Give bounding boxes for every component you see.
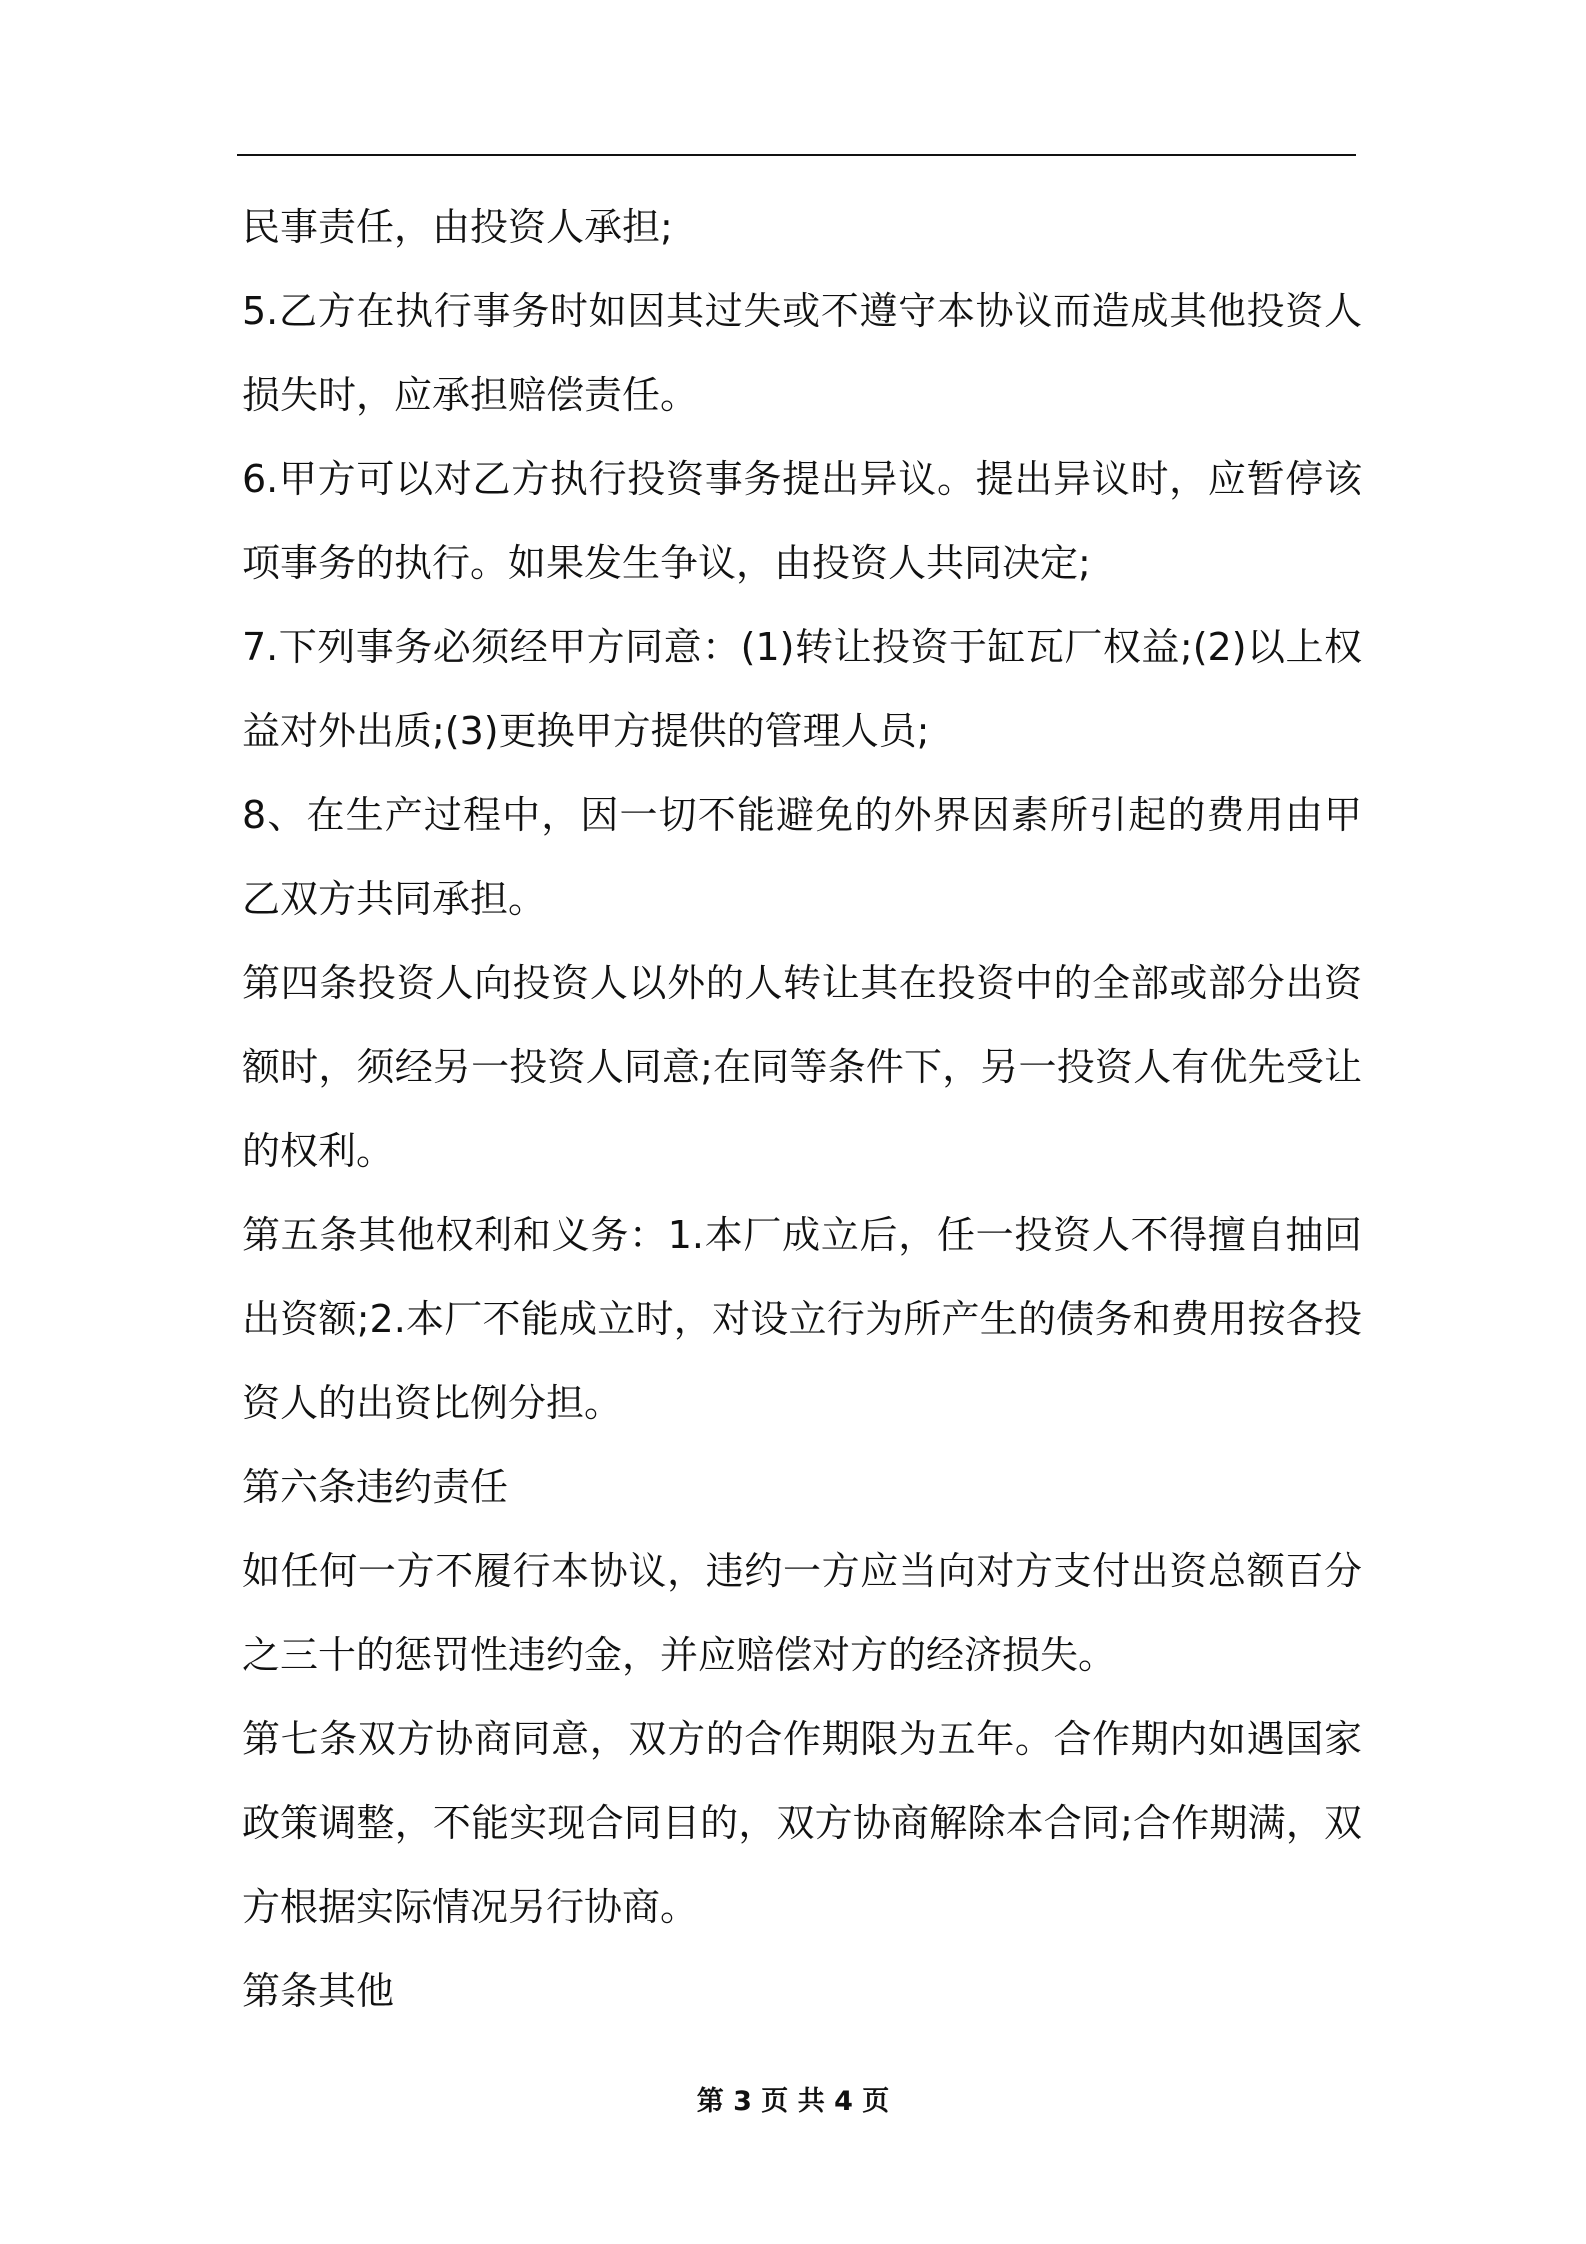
paragraph-1: 民事责任，由投资人承担; [242,205,673,249]
paragraph-8: 第六条违约责任 [242,1465,509,1509]
page-number-footer: 第 3 页 共 4 页 [696,2086,890,2117]
paragraph-6: 第四条投资人向投资人以外的人转让其在投资中的全部或部分出资额时，须经另一投资人同意;在同等条件下，另一投资人有优先受让的权利。 [242,961,1362,1173]
paragraph-4: 7.下列事务必须经甲方同意：(1)转让投资于缸瓦厂权益;(2)以上权益对外出质;(3)更换甲方提供的管理人员; [242,625,1362,753]
paragraph-11: 第条其他 [242,1969,395,2013]
paragraph-7: 第五条其他权利和义务：1.本厂成立后，任一投资人不得擅自抽回出资额;2.本厂不能成立时，对设立行为所产生的债务和费用按各投资人的出资比例分担。 [242,1213,1362,1425]
header-rule [237,154,1356,156]
paragraph-5: 8、在生产过程中，因一切不能避免的外界因素所引起的费用由甲乙双方共同承担。 [242,793,1362,921]
paragraph-2: 5.乙方在执行事务时如因其过失或不遵守本协议而造成其他投资人损失时，应承担赔偿责任。 [242,289,1362,417]
paragraph-3: 6.甲方可以对乙方执行投资事务提出异议。提出异议时，应暂停该项事务的执行。如果发生争议，由投资人共同决定; [242,457,1362,585]
paragraph-10: 第七条双方协商同意，双方的合作期限为五年。合作期内如遇国家政策调整，不能实现合同目的，双方协商解除本合同;合作期满，双方根据实际情况另行协商。 [242,1717,1362,1929]
paragraph-9: 如任何一方不履行本协议，违约一方应当向对方支付出资总额百分之三十的惩罚性违约金，并应赔偿对方的经济损失。 [242,1549,1362,1677]
document-body [242,185,1362,2033]
